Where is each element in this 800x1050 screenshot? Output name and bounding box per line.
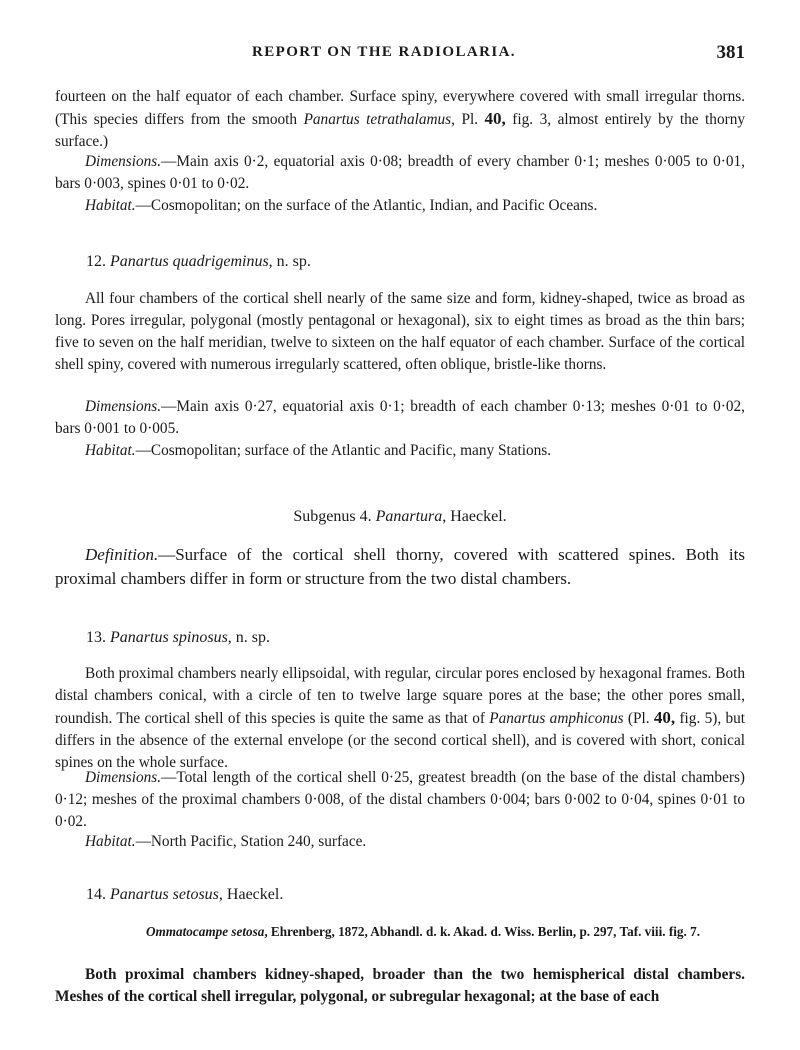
species-heading-14: 14. Panartus setosus, Haeckel. [86, 886, 284, 903]
habitat-label: Habitat. [85, 197, 136, 214]
continuation-paragraph: fourteen on the half equator of each chamber. Surface spiny, everywhere covered with small irregular thorns. (This species differs from the smooth Panartus tetrathalamus, Pl. 40, fig. 3, almost entirely by the thorny surface.) [55, 88, 745, 150]
page-number: 381 [716, 42, 745, 63]
species-12-habitat: Habitat.—Cosmopolitan; surface of the Atlantic and Pacific, many Stations. [85, 442, 552, 459]
definition-paragraph: Definition.—Surface of the cortical shell thorny, covered with scattered spines. Both its proximal chambers differ in form or structure from the two distal chambers. [55, 545, 745, 588]
species-13-habitat: Habitat.—North Pacific, Station 240, surface. [85, 833, 367, 850]
species-heading-12: 12. Panartus quadrigeminus, n. sp. [86, 253, 311, 270]
habitat-paragraph: Habitat.—Cosmopolitan; on the surface of the Atlantic, Indian, and Pacific Oceans. [85, 197, 598, 214]
plate-reference: 40, [484, 109, 506, 128]
running-header [0, 44, 800, 68]
dimensions-label: Dimensions. [85, 153, 162, 170]
species-12-description: All four chambers of the cortical shell nearly of the same size and form, kidney-shaped, twice as broad as long. Pores irregular, polygonal (mostly pentagonal or hexagonal), six to eight times as broad as the thin bars; five to seven on the half meridian, twelve to sixteen on the half equator of each chamber. Surface of the cortical shell spiny, covered with numerous irregularly scattered, often oblique, bristle-like thorns. [55, 290, 745, 373]
species-12-dimensions: Dimensions.—Main axis 0·27, equatorial axis 0·1; breadth of each chamber 0·13; meshes 0·01 to 0·02, bars 0·001 to 0·005. [55, 398, 745, 437]
species-14-description: Both proximal chambers kidney-shaped, broader than the two hemispherical distal chambers. Meshes of the cortical shell irregular, polygonal, or subregular hexagonal; at the base of each [55, 966, 745, 1005]
species-13-description: Both proximal chambers nearly ellipsoidal, with regular, circular pores enclosed by hexagonal frames. Both distal chambers conical, with a circle of ten to twelve large square pores at the base; the other pores small, roundish. The cortical shell of this species is quite the same as that of Panartus amphiconus (Pl. 40, fig. 5), but differs in the absence of the external envelope (or the second cortical shell), and is covered with short, conical spines on the whole surface. [55, 665, 746, 771]
synonymy-citation: Ommatocampe setosa, Ehrenberg, 1872, Abhandl. d. k. Akad. d. Wiss. Berlin, p. 297, Taf. viii. fig. 7. [146, 924, 700, 939]
definition-label: Definition. [85, 545, 159, 564]
species-heading-13: 13. Panartus spinosus, n. sp. [86, 629, 271, 646]
running-title: REPORT ON THE RADIOLARIA. [252, 44, 516, 60]
subgenus-heading: Subgenus 4. Panartura, Haeckel. [293, 508, 507, 525]
dimensions-paragraph: Dimensions.—Main axis 0·2, equatorial axis 0·08; breadth of every chamber 0·1; meshes 0·005 to 0·01, bars 0·003, spines 0·01 to 0·02. [55, 153, 745, 192]
species-13-dimensions: Dimensions.—Total length of the cortical shell 0·25, greatest breadth (on the base of the distal chambers) 0·12; meshes of the proximal chambers 0·008, of the distal chambers 0·004; bars 0·002 to 0·04, spines 0·01 to 0·02. [55, 769, 745, 830]
species-reference: Panartus tetrathalamus [303, 111, 452, 128]
